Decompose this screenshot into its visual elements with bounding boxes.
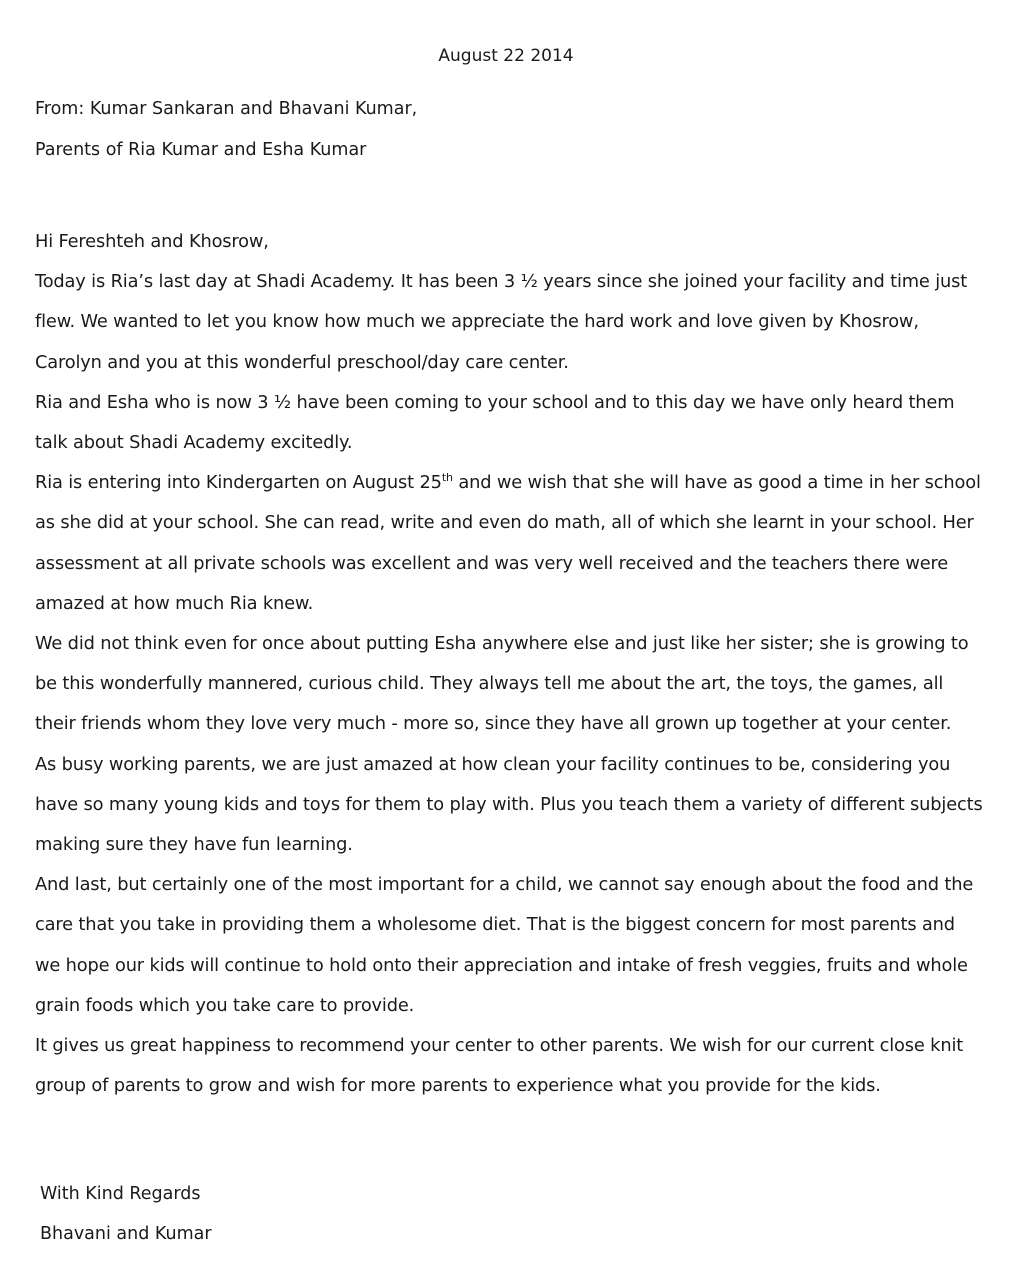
body-paragraph-1: Today is Ria’s last day at Shadi Academy. It has been 3 ½ years since she joined your facility and time just flew. We wanted to let you know how much we appreciate the hard work and love given by Khosrow, Carolyn and you at this wonderful preschool/day care center. <box>35 271 968 373</box>
date-ordinal-superscript: th <box>441 471 453 485</box>
closing-line: With Kind Regards <box>40 1184 201 1204</box>
body-paragraph-7: It gives us great happiness to recommend your center to other parents. We wish for our current close knit group of parents to grow and wish for more parents to experience what you provide for the kids. <box>35 1035 964 1097</box>
letter-date: August 22 2014 <box>438 46 574 66</box>
body-paragraph-6: And last, but certainly one of the most important for a child, we cannot say enough about the food and the care that you take in providing them a wholesome diet. That is the biggest concern for most parents and we hope our kids will continue to hold onto their appreciation and intake of fresh veggies, fruits and whole grain foods which you take care to provide. <box>35 874 974 1016</box>
body-paragraph-5: As busy working parents, we are just amazed at how clean your facility continues to be, considering you have so many young kids and toys for them to play with. Plus you teach them a variety of different subjects making sure they have fun learning. <box>35 753 983 856</box>
body-paragraph-kindergarten <box>35 463 985 624</box>
from-line: From: Kumar Sankaran and Bhavani Kumar, <box>35 99 418 119</box>
salutation: Hi Fereshteh and Khosrow, <box>35 231 269 252</box>
kindergarten-text-start: Ria is entering into Kindergarten on August 25 <box>35 472 442 494</box>
body-paragraph-4: We did not think even for once about putting Esha anywhere else and just like her sister; she is growing to be this wonderfully mannered, curious child. They always tell me about the art, the toys, the games, all their friends whom they love very much - more so, since they have all grown up together at your center. <box>35 633 969 735</box>
body-paragraph-2: Ria and Esha who is now 3 ½ have been coming to your school and to this day we have only heard them talk about Shadi Academy excitedly. <box>35 391 955 454</box>
letter-body <box>35 222 985 1106</box>
kindergarten-text-end: and we wish that she will have as good a time in her school as she did at your school. She can read, write and even do math, all of which she learnt in your school. Her assessment at all private schools was excellent and was very well received and the teachers there were amazed at how much Ria knew. <box>35 472 981 614</box>
signature-line: Bhavani and Kumar <box>40 1224 212 1244</box>
parents-line: Parents of Ria Kumar and Esha Kumar <box>35 140 367 160</box>
